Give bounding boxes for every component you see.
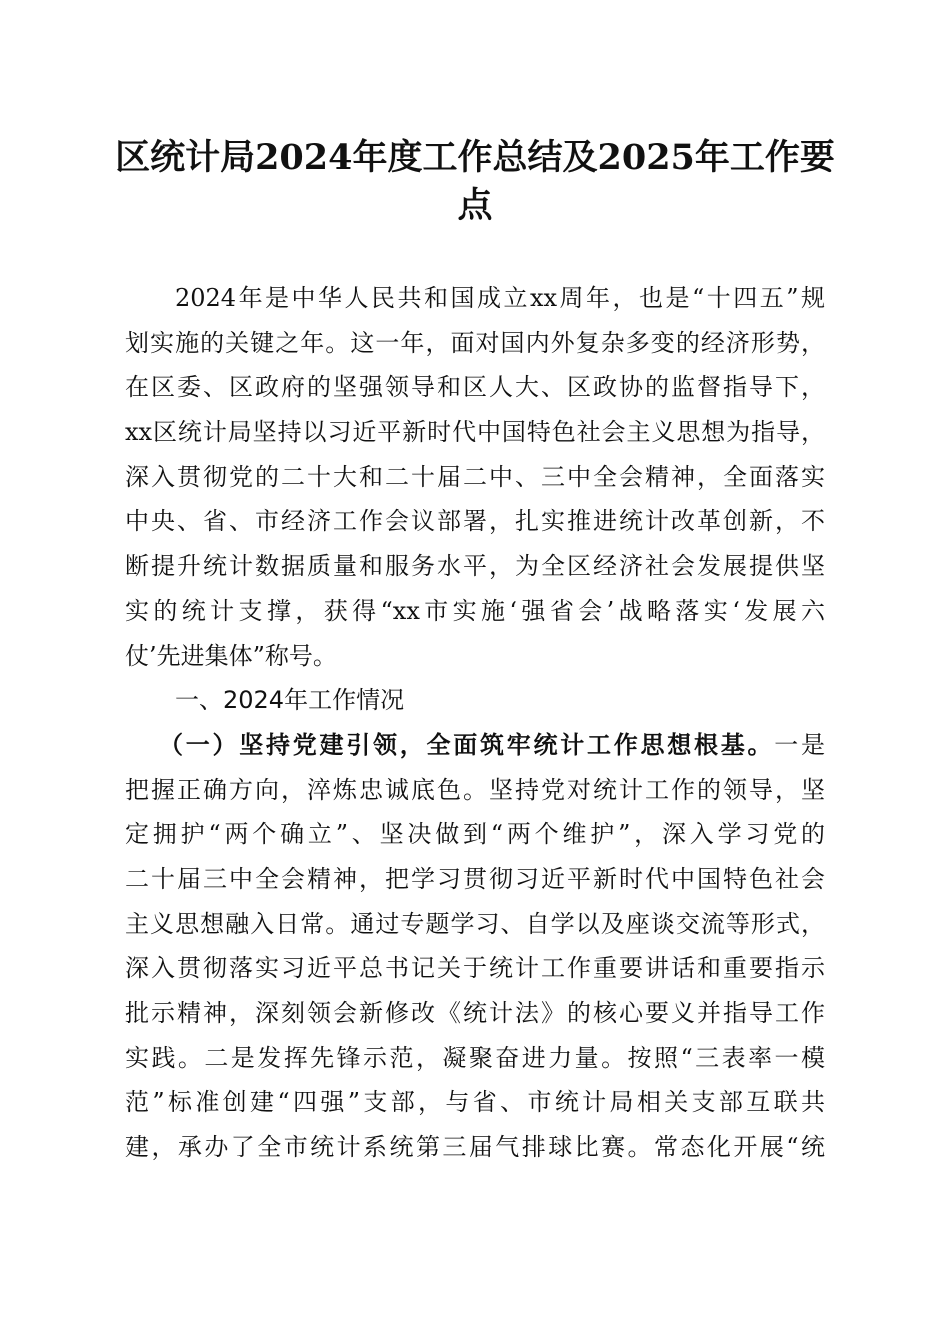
text-line: 深入贯彻落实习近平总书记关于统计工作重要讲话和重要指示 bbox=[125, 954, 825, 983]
title-line: 点 bbox=[457, 185, 493, 226]
text-line: 中央、省、市经济工作会议部署，扎实推进统计改革创新，不 bbox=[125, 507, 825, 536]
text-line: 二十届三中全会精神，把学习贯彻习近平新时代中国特色社会 bbox=[125, 864, 825, 893]
text-line: 在区委、区政府的坚强领导和区人大、区政协的监督指导下， bbox=[125, 373, 825, 402]
text-line: 建，承办了全市统计系统第三届气排球比赛。常态化开展“统 bbox=[125, 1133, 825, 1162]
text-fragment: 一是 bbox=[774, 730, 825, 759]
document-body bbox=[125, 278, 825, 1172]
text-line: 实践。二是发挥先锋示范，凝聚奋进力量。按照“三表率一模 bbox=[125, 1043, 825, 1072]
subsection-paragraph bbox=[125, 725, 825, 1172]
document-title bbox=[110, 134, 840, 230]
text-line: 2024年是中华人民共和国成立xx周年，也是“十四五”规 bbox=[175, 284, 825, 312]
text-line bbox=[125, 725, 825, 770]
text-line: 深入贯彻党的二十大和二十届二中、三中全会精神，全面落实 bbox=[125, 462, 825, 491]
text-line: xx区统计局坚持以习近平新时代中国特色社会主义思想为指导， bbox=[125, 418, 825, 447]
section-heading: 一、2024年工作情况 bbox=[175, 686, 405, 715]
text-line: 划实施的关键之年。这一年，面对国内外复杂多变的经济形势， bbox=[125, 328, 825, 357]
text-line: 断提升统计数据质量和服务水平，为全区经济社会发展提供坚 bbox=[125, 552, 825, 581]
intro-paragraph bbox=[125, 278, 825, 680]
text-line: 定拥护“两个确立”、坚决做到“两个维护”，深入学习党的 bbox=[125, 820, 825, 849]
subsection-title: （一）坚持党建引领，全面筑牢统计工作思想根基。 bbox=[159, 729, 775, 759]
title-line: 区统计局2024年度工作总结及2025年工作要 bbox=[115, 137, 835, 178]
text-line: 把握正确方向，淬炼忠诚底色。坚持党对统计工作的领导，坚 bbox=[125, 775, 825, 804]
text-line: 范”标准创建“四强”支部，与省、市统计局相关支部互联共 bbox=[125, 1088, 825, 1117]
text-line: 主义思想融入日常。通过专题学习、自学以及座谈交流等形式， bbox=[125, 909, 825, 938]
text-line: 批示精神，深刻领会新修改《统计法》的核心要义并指导工作 bbox=[125, 999, 825, 1027]
text-line: 实的统计支撑，获得“xx市实施‘强省会’战略落实‘发展六 bbox=[125, 596, 825, 625]
text-line: 仗’先进集体”称号。 bbox=[125, 641, 337, 670]
